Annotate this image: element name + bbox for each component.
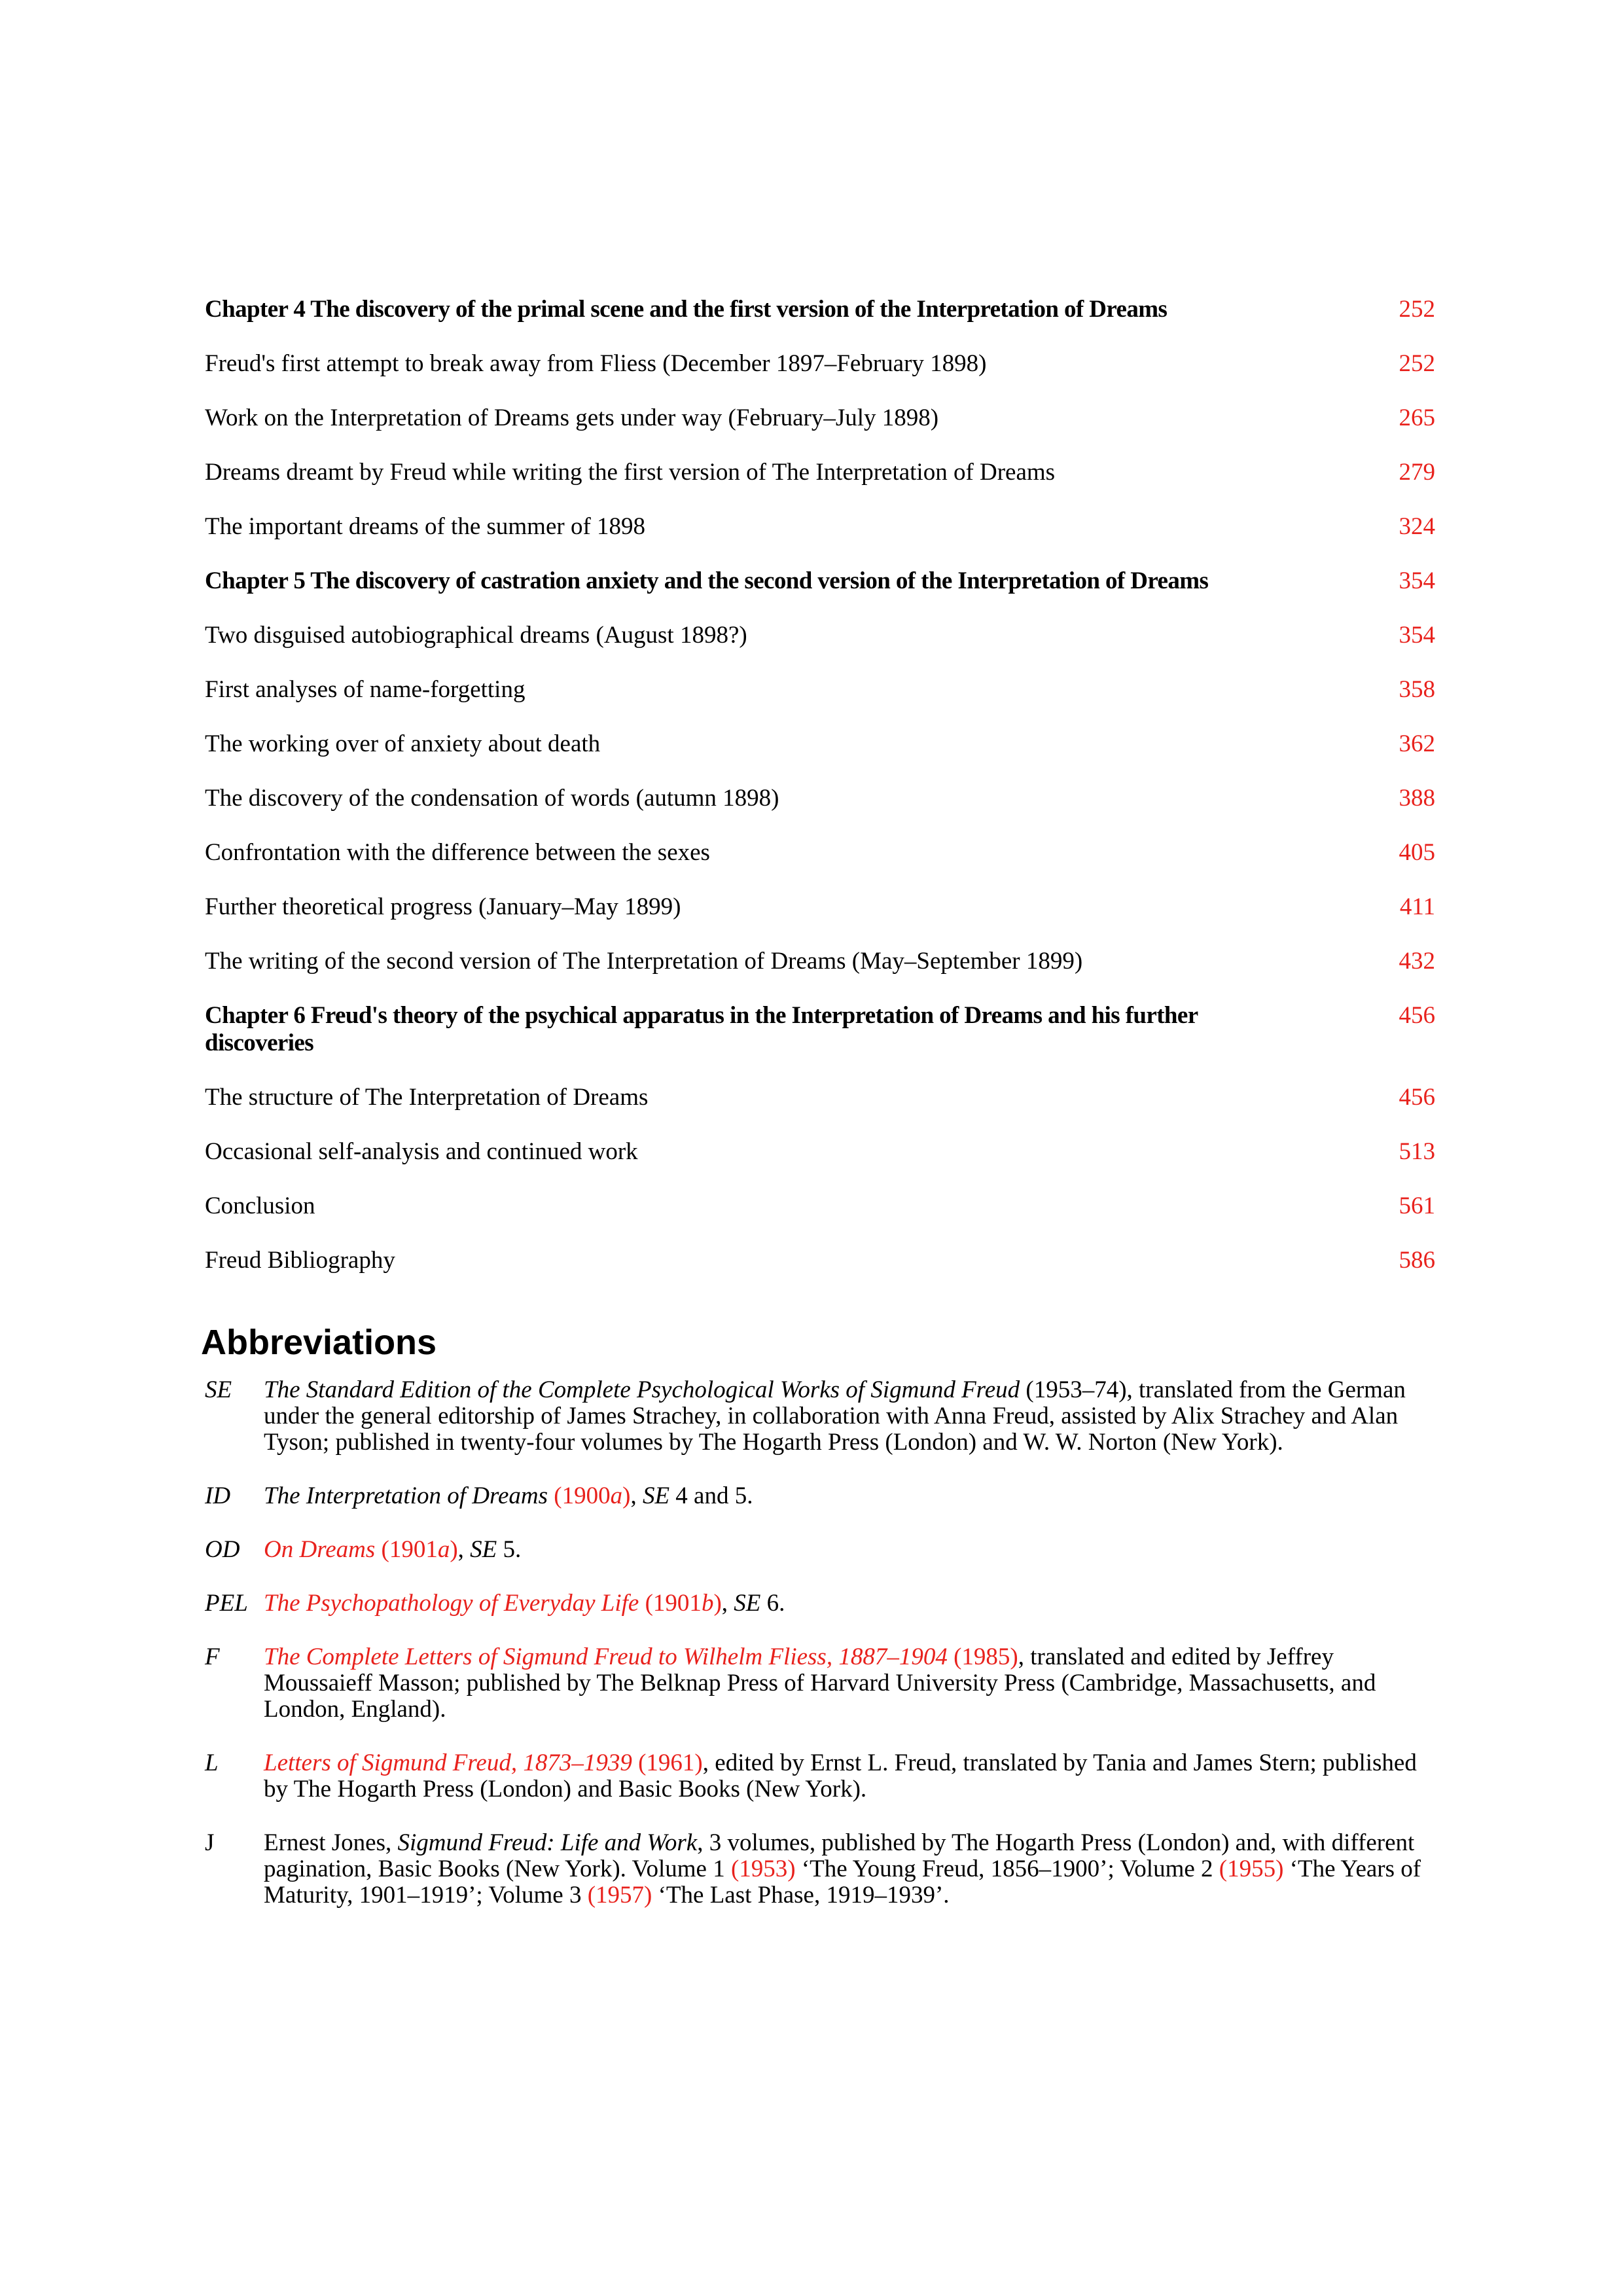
- toc-entry-title: The working over of anxiety about death: [205, 730, 601, 757]
- abbreviation-definition: Ernest Jones, Sigmund Freud: Life and Work, 3 volumes, published by The Hogarth Press (London) and, with different pagination, Basic Books (New York). Volume 1 (1953) ‘The Young Freud, 1856–1900’; Volume 2 (1955) ‘The Years of Maturity, 1901–1919’; Volume 3 (1957) ‘The Last Phase, 1919–1939’.: [264, 1829, 1421, 1909]
- toc-section[interactable]: [205, 1247, 1435, 1274]
- abbreviations-list: [205, 1377, 1435, 1936]
- toc-section[interactable]: [205, 622, 1435, 649]
- abbreviation-id: [205, 1483, 1435, 1509]
- definition-text: , edited by Ernst L. Freud, translated by Tania and James Stern; published by The Hogarth Press (London) and Basic Books (New York).: [264, 1749, 1417, 1803]
- toc-section[interactable]: [205, 839, 1435, 867]
- abbreviation-definition: On Dreams (1901a), SE 5.: [264, 1536, 522, 1563]
- toc-entry-title: Chapter 5 The discovery of castration anxiety and the second version of the Interpretation of Dreams: [205, 567, 1209, 594]
- toc-page-link[interactable]: 324: [1399, 513, 1435, 540]
- abbreviation-key: J: [205, 1829, 215, 1856]
- toc-entry-title: Chapter 6 Freud's theory of the psychical apparatus in the Interpretation of Dreams and his further discoveries: [205, 1002, 1198, 1056]
- toc-entry-title: The writing of the second version of The Interpretation of Dreams (May–September 1899): [205, 948, 1083, 975]
- toc-section[interactable]: [205, 785, 1435, 812]
- toc-entry-title: The discovery of the condensation of words (autumn 1898): [205, 785, 779, 812]
- toc-page-link[interactable]: 456: [1399, 1002, 1435, 1029]
- abbreviation-definition: [264, 1377, 1436, 1456]
- toc-entry-title: Freud Bibliography: [205, 1247, 395, 1274]
- toc-page-link[interactable]: 354: [1399, 622, 1435, 649]
- abbreviation-definition: [264, 1644, 1436, 1723]
- toc-section[interactable]: [205, 513, 1435, 541]
- toc-entry-title: Chapter 4 The discovery of the primal scene and the first version of the Interpretation of Dreams: [205, 296, 1168, 323]
- abbreviation-od: [205, 1537, 1435, 1563]
- toc-entry-title: Occasional self-analysis and continued work: [205, 1138, 638, 1165]
- year-link[interactable]: (1961): [638, 1749, 703, 1776]
- abbreviation-definition: The Psychopathology of Everyday Life (1901b), SE 6.: [264, 1590, 785, 1617]
- year-link[interactable]: (1955): [1219, 1856, 1284, 1882]
- year-link[interactable]: (1985): [954, 1643, 1018, 1670]
- work-title: Sigmund Freud: Life and Work: [397, 1829, 698, 1856]
- year-link[interactable]: (1957): [587, 1882, 652, 1909]
- toc-entry-title: The structure of The Interpretation of Dreams: [205, 1084, 649, 1111]
- toc-page-link[interactable]: 561: [1399, 1193, 1435, 1219]
- work-title-link[interactable]: Letters of Sigmund Freud, 1873–1939: [264, 1749, 632, 1776]
- toc-chapter-4[interactable]: [205, 296, 1435, 323]
- toc-section[interactable]: [205, 1084, 1435, 1111]
- toc-section[interactable]: [205, 404, 1435, 432]
- toc-page-link[interactable]: 354: [1399, 567, 1435, 594]
- toc-section[interactable]: [205, 1138, 1435, 1166]
- abbreviation-key: PEL: [205, 1590, 248, 1617]
- abbreviation-definition: The Interpretation of Dreams (1900a), SE 4 and 5.: [264, 1482, 753, 1509]
- toc-chapter-5[interactable]: [205, 567, 1435, 595]
- abbreviation-f: [205, 1644, 1435, 1723]
- table-of-contents: [205, 296, 1435, 1301]
- toc-page-link[interactable]: 586: [1399, 1247, 1435, 1274]
- work-title-link[interactable]: The Complete Letters of Sigmund Freud to Wilhelm Fliess, 1887–1904: [264, 1643, 948, 1670]
- toc-page-link[interactable]: 252: [1399, 296, 1435, 323]
- definition-text: (1953–74), translated from the German under the general editorship of James Strachey, in collaboration with Anna Freud, assisted by Alix Strachey and Alan Tyson; published in twenty-four volumes by The Hogarth Press (London) and W. W. Norton (New York).: [264, 1376, 1406, 1456]
- toc-entry-title: Work on the Interpretation of Dreams gets under way (February–July 1898): [205, 404, 939, 431]
- toc-section[interactable]: [205, 350, 1435, 378]
- se-reference: SE: [734, 1590, 761, 1617]
- abbreviation-key: SE: [205, 1376, 232, 1403]
- year-link[interactable]: (1900a): [554, 1482, 631, 1509]
- work-title-link[interactable]: The Psychopathology of Everyday Life: [264, 1590, 639, 1617]
- toc-section[interactable]: [205, 676, 1435, 704]
- toc-section[interactable]: [205, 730, 1435, 758]
- year-link[interactable]: (1901a): [381, 1536, 458, 1563]
- toc-entry-title: First analyses of name-forgetting: [205, 676, 526, 703]
- toc-section[interactable]: [205, 1193, 1435, 1220]
- toc-page-link[interactable]: 411: [1399, 893, 1435, 920]
- toc-page-link[interactable]: 362: [1399, 730, 1435, 757]
- se-reference: SE: [470, 1536, 497, 1563]
- definition-text: , translated and edited by Jeffrey Moussaieff Masson; published by The Belknap Press of Harvard University Press (Cambridge, Massachusetts, and London, England).: [264, 1643, 1376, 1723]
- toc-page-link[interactable]: 358: [1399, 676, 1435, 703]
- toc-entry-title: Freud's first attempt to break away from Fliess (December 1897–February 1898): [205, 350, 987, 377]
- toc-section[interactable]: [205, 948, 1435, 975]
- toc-page-link[interactable]: 513: [1399, 1138, 1435, 1165]
- abbreviation-definition: [264, 1750, 1436, 1803]
- se-reference: SE: [642, 1482, 670, 1509]
- toc-page-link[interactable]: 252: [1399, 350, 1435, 377]
- toc-page-link[interactable]: 405: [1399, 839, 1435, 866]
- toc-section[interactable]: [205, 893, 1435, 921]
- work-title-link[interactable]: On Dreams: [264, 1536, 376, 1563]
- toc-page-link[interactable]: 388: [1399, 785, 1435, 812]
- toc-entry-title: Confrontation with the difference between the sexes: [205, 839, 710, 866]
- year-link[interactable]: (1901b): [645, 1590, 722, 1617]
- toc-entry-title: Conclusion: [205, 1193, 315, 1219]
- abbreviation-se: [205, 1377, 1435, 1456]
- toc-entry-title: Two disguised autobiographical dreams (August 1898?): [205, 622, 747, 649]
- abbreviations-heading: Abbreviations: [201, 1323, 437, 1362]
- abbreviation-pel: [205, 1590, 1435, 1617]
- abbreviation-key: ID: [205, 1482, 231, 1509]
- work-title: The Interpretation of Dreams: [264, 1482, 548, 1509]
- toc-page-link[interactable]: 279: [1399, 459, 1435, 486]
- abbreviation-key: L: [205, 1749, 219, 1776]
- work-title: The Standard Edition of the Complete Psychological Works of Sigmund Freud: [264, 1376, 1020, 1403]
- abbreviation-key: OD: [205, 1536, 240, 1563]
- year-link[interactable]: (1953): [730, 1856, 796, 1882]
- toc-page-link[interactable]: 265: [1399, 404, 1435, 431]
- abbreviation-key: F: [205, 1643, 220, 1670]
- toc-entry-title: The important dreams of the summer of 1898: [205, 513, 646, 540]
- toc-chapter-6[interactable]: [205, 1002, 1435, 1057]
- toc-page-link[interactable]: 432: [1399, 948, 1435, 975]
- toc-entry-title: Further theoretical progress (January–May 1899): [205, 893, 681, 920]
- toc-entry-title: Dreams dreamt by Freud while writing the first version of The Interpretation of Dreams: [205, 459, 1056, 486]
- abbreviation-j: [205, 1830, 1435, 1909]
- toc-page-link[interactable]: 456: [1399, 1084, 1435, 1111]
- toc-section[interactable]: [205, 459, 1435, 486]
- abbreviation-l: [205, 1750, 1435, 1803]
